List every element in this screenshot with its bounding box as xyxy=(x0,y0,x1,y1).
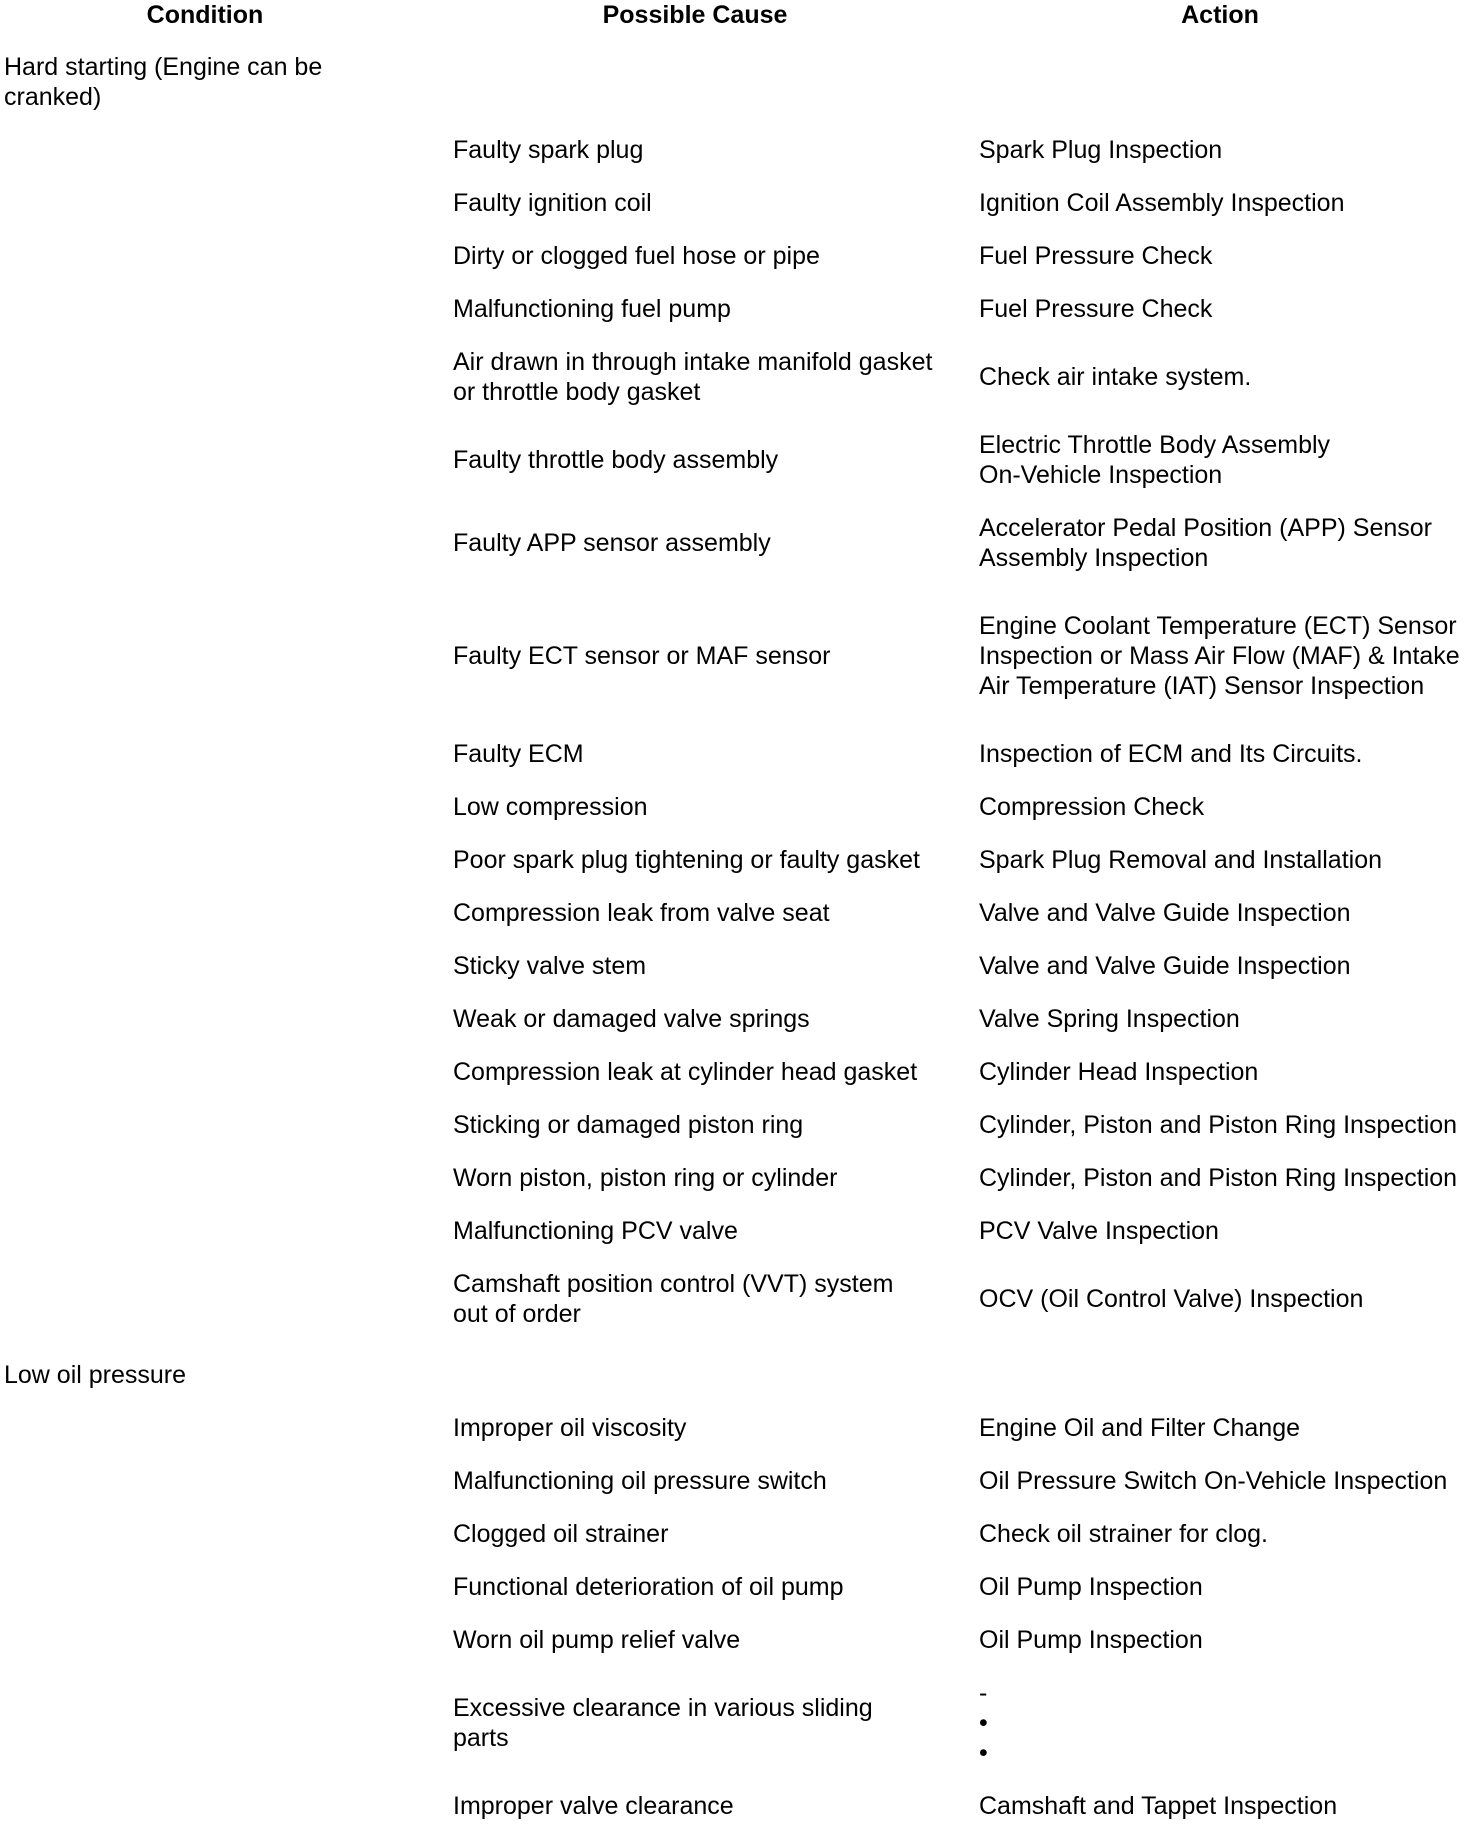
action-cell: Compression Check xyxy=(979,793,1205,821)
table-row xyxy=(0,294,1472,324)
table-row xyxy=(0,845,1472,875)
cause-cell: Faulty ECM xyxy=(453,740,584,768)
cause-cell: Functional deterioration of oil pump xyxy=(453,1573,844,1601)
action-cell xyxy=(979,596,1472,716)
cause-cell xyxy=(453,596,943,716)
action-cell xyxy=(979,430,1472,490)
table-row xyxy=(0,1004,1472,1034)
action-cell: PCV Valve Inspection xyxy=(979,1217,1219,1245)
table-row xyxy=(0,1466,1472,1496)
cause-cell: Weak or damaged valve springs xyxy=(453,1005,810,1033)
action-cell xyxy=(979,1269,1472,1329)
header-possible-cause: Possible Cause xyxy=(602,1,788,29)
action-cell: Oil Pressure Switch On-Vehicle Inspection xyxy=(979,1467,1448,1495)
cause-cell xyxy=(453,513,943,573)
cause-text: Excessive clearance in various sliding parts xyxy=(453,1694,873,1752)
cause-cell: Malfunctioning PCV valve xyxy=(453,1217,738,1245)
action-cell: Ignition Coil Assembly Inspection xyxy=(979,189,1345,217)
action-cell xyxy=(979,347,1472,407)
table-row xyxy=(0,1057,1472,1087)
table-row xyxy=(0,898,1472,928)
action-cell: Oil Pump Inspection xyxy=(979,1626,1203,1654)
table-row xyxy=(0,241,1472,271)
cause-cell: Clogged oil strainer xyxy=(453,1520,669,1548)
cause-cell: Malfunctioning fuel pump xyxy=(453,295,731,323)
action-cell: Valve and Valve Guide Inspection xyxy=(979,899,1351,927)
table-row xyxy=(0,135,1472,165)
cause-cell: Worn piston, piston ring or cylinder xyxy=(453,1164,838,1192)
action-cell: Check oil strainer for clog. xyxy=(979,1520,1269,1548)
action-text: Check air intake system. xyxy=(979,363,1252,391)
table-row xyxy=(0,1572,1472,1602)
cause-text: Faulty APP sensor assembly xyxy=(453,529,771,557)
action-cell: Valve Spring Inspection xyxy=(979,1005,1240,1033)
action-cell: Spark Plug Inspection xyxy=(979,136,1223,164)
table-row xyxy=(0,596,1472,716)
action-cell xyxy=(979,1678,1472,1768)
action-cell: Cylinder, Piston and Piston Ring Inspection xyxy=(979,1164,1458,1192)
header-condition: Condition xyxy=(146,1,264,29)
table-row xyxy=(0,347,1472,407)
action-cell: Fuel Pressure Check xyxy=(979,242,1213,270)
table-row xyxy=(0,1413,1472,1443)
action-cell: Oil Pump Inspection xyxy=(979,1573,1203,1601)
action-cell: Cylinder, Piston and Piston Ring Inspection xyxy=(979,1111,1458,1139)
action-cell: Camshaft and Tappet Inspection xyxy=(979,1792,1338,1820)
table-row xyxy=(0,739,1472,769)
cause-text: Faulty throttle body assembly xyxy=(453,446,779,474)
cause-cell xyxy=(453,1678,943,1768)
table-row xyxy=(0,1791,1472,1821)
cause-cell: Poor spark plug tightening or faulty gasket xyxy=(453,846,920,874)
cause-text: Air drawn in through intake manifold gasket or throttle body gasket xyxy=(453,348,933,406)
table-row xyxy=(0,1110,1472,1140)
table-row xyxy=(0,188,1472,218)
action-cell: Inspection of ECM and Its Circuits. xyxy=(979,740,1363,768)
cause-cell xyxy=(453,430,943,490)
cause-cell: Dirty or clogged fuel hose or pipe xyxy=(453,242,820,270)
cause-cell: Improper valve clearance xyxy=(453,1792,734,1820)
cause-cell: Faulty ignition coil xyxy=(453,189,652,217)
cause-cell xyxy=(453,347,943,407)
bullet-dot: • xyxy=(979,1739,988,1767)
cause-cell: Sticky valve stem xyxy=(453,952,647,980)
table-row xyxy=(0,1269,1472,1329)
cause-cell: Improper oil viscosity xyxy=(453,1414,687,1442)
cause-cell: Sticking or damaged piston ring xyxy=(453,1111,804,1139)
cause-cell: Malfunctioning oil pressure switch xyxy=(453,1467,827,1495)
bullet-dash: - xyxy=(979,1679,988,1707)
action-text: Engine Coolant Temperature (ECT) Sensor Inspection or Mass Air Flow (MAF) & Intake Air Temperature (IAT) Sensor Inspection xyxy=(979,612,1460,700)
cause-cell: Compression leak from valve seat xyxy=(453,899,830,927)
table-row xyxy=(0,792,1472,822)
action-cell xyxy=(979,513,1472,573)
action-cell: Valve and Valve Guide Inspection xyxy=(979,952,1351,980)
table-row xyxy=(0,513,1472,573)
action-text: Electric Throttle Body Assembly On-Vehicle Inspection xyxy=(979,431,1331,489)
cause-cell: Worn oil pump relief valve xyxy=(453,1626,741,1654)
condition-hard-starting: Hard starting (Engine can be cranked) xyxy=(4,53,323,111)
action-cell: Fuel Pressure Check xyxy=(979,295,1213,323)
action-cell: Spark Plug Removal and Installation xyxy=(979,846,1383,874)
table-row xyxy=(0,1216,1472,1246)
action-text: OCV (Oil Control Valve) Inspection xyxy=(979,1285,1364,1313)
table-row xyxy=(0,951,1472,981)
action-bullet-list xyxy=(979,1678,988,1768)
cause-text: Camshaft position control (VVT) system out of order xyxy=(453,1270,894,1328)
cause-cell: Compression leak at cylinder head gasket xyxy=(453,1058,918,1086)
condition-low-oil-pressure: Low oil pressure xyxy=(4,1361,187,1389)
cause-cell: Faulty spark plug xyxy=(453,136,644,164)
cause-cell: Low compression xyxy=(453,793,648,821)
action-cell: Engine Oil and Filter Change xyxy=(979,1414,1301,1442)
table-row xyxy=(0,1678,1472,1768)
table-row xyxy=(0,1625,1472,1655)
table-row xyxy=(0,1519,1472,1549)
action-cell: Cylinder Head Inspection xyxy=(979,1058,1259,1086)
action-text: Accelerator Pedal Position (APP) Sensor Assembly Inspection xyxy=(979,514,1432,572)
cause-text: Faulty ECT sensor or MAF sensor xyxy=(453,642,831,670)
bullet-dot: • xyxy=(979,1709,988,1737)
table-row xyxy=(0,430,1472,490)
header-action: Action xyxy=(1181,1,1259,29)
table-row xyxy=(0,1163,1472,1193)
cause-cell xyxy=(453,1269,943,1329)
